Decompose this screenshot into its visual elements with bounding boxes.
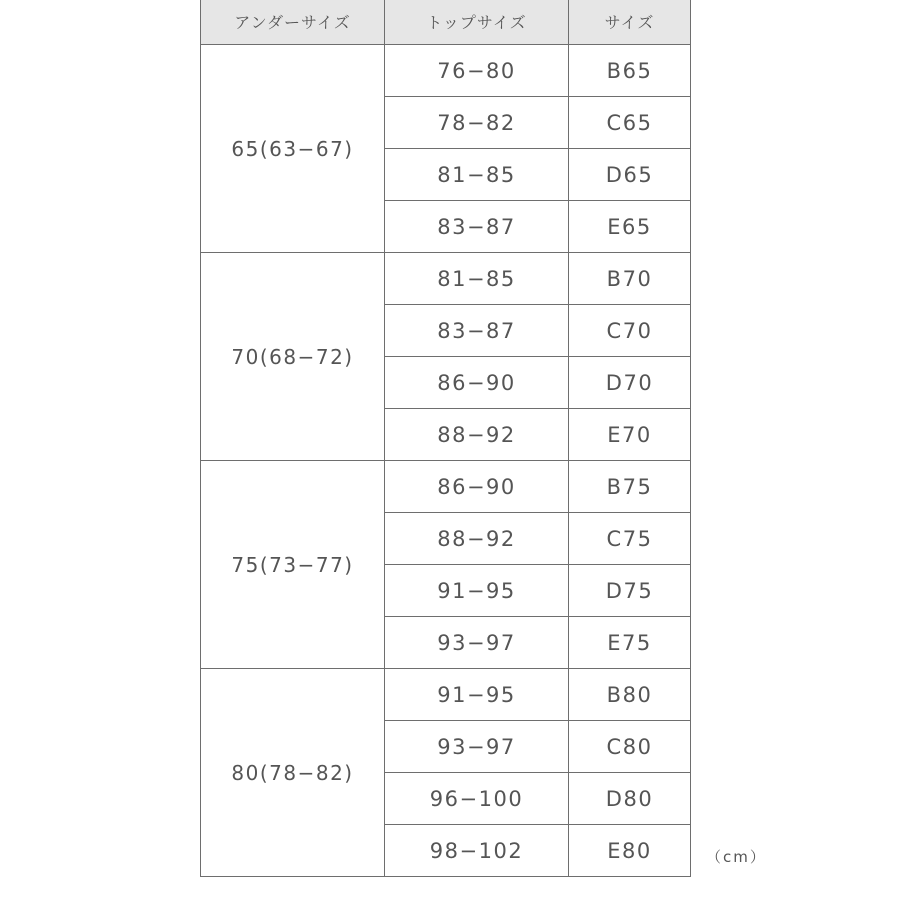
size-cell: D75 xyxy=(569,565,691,617)
top-size-cell: 83−87 xyxy=(385,201,569,253)
header-under-size: アンダーサイズ xyxy=(201,0,385,45)
under-size-cell: 75(73−77) xyxy=(201,461,385,669)
top-size-cell: 98−102 xyxy=(385,825,569,877)
size-cell: E80 xyxy=(569,825,691,877)
size-chart-table xyxy=(200,0,691,877)
top-size-cell: 91−95 xyxy=(385,565,569,617)
size-cell: C65 xyxy=(569,97,691,149)
size-cell: D65 xyxy=(569,149,691,201)
top-size-cell: 86−90 xyxy=(385,461,569,513)
size-cell: E75 xyxy=(569,617,691,669)
table-row xyxy=(201,253,691,305)
size-cell: E70 xyxy=(569,409,691,461)
under-size-cell: 70(68−72) xyxy=(201,253,385,461)
top-size-cell: 81−85 xyxy=(385,253,569,305)
size-cell: E65 xyxy=(569,201,691,253)
top-size-cell: 76−80 xyxy=(385,45,569,97)
size-cell: C75 xyxy=(569,513,691,565)
under-size-cell: 65(63−67) xyxy=(201,45,385,253)
under-size-cell: 80(78−82) xyxy=(201,669,385,877)
top-size-cell: 91−95 xyxy=(385,669,569,721)
size-cell: C80 xyxy=(569,721,691,773)
size-cell: B65 xyxy=(569,45,691,97)
top-size-cell: 86−90 xyxy=(385,357,569,409)
header-row xyxy=(201,0,691,45)
header-size: サイズ xyxy=(569,0,691,45)
size-cell: B70 xyxy=(569,253,691,305)
table-row xyxy=(201,669,691,721)
top-size-cell: 78−82 xyxy=(385,97,569,149)
top-size-cell: 93−97 xyxy=(385,721,569,773)
size-cell: D80 xyxy=(569,773,691,825)
size-cell: B80 xyxy=(569,669,691,721)
size-cell: B75 xyxy=(569,461,691,513)
table-row xyxy=(201,45,691,97)
top-size-cell: 88−92 xyxy=(385,409,569,461)
top-size-cell: 93−97 xyxy=(385,617,569,669)
top-size-cell: 83−87 xyxy=(385,305,569,357)
header-top-size: トップサイズ xyxy=(385,0,569,45)
top-size-cell: 96−100 xyxy=(385,773,569,825)
size-cell: C70 xyxy=(569,305,691,357)
top-size-cell: 81−85 xyxy=(385,149,569,201)
unit-note: （cm） xyxy=(706,848,767,866)
size-cell: D70 xyxy=(569,357,691,409)
table-row xyxy=(201,461,691,513)
top-size-cell: 88−92 xyxy=(385,513,569,565)
